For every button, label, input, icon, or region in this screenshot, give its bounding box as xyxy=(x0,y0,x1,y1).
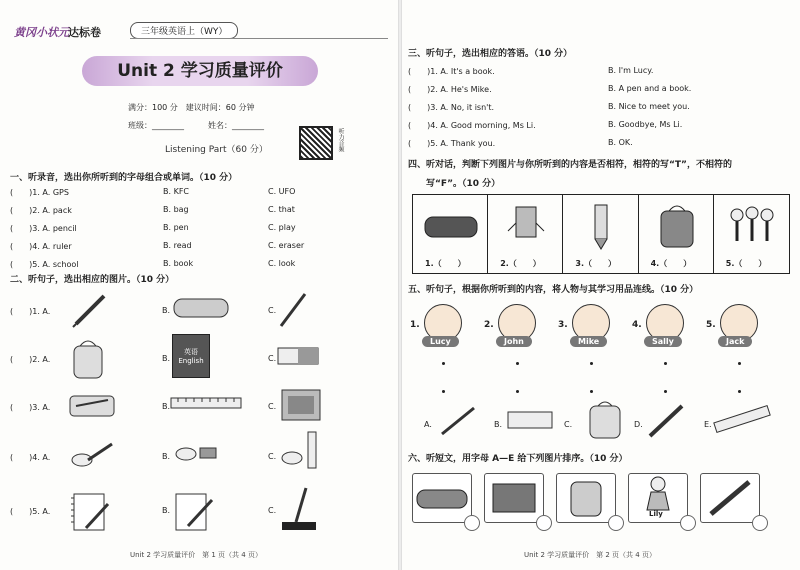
eraser-character-icon xyxy=(496,201,556,251)
s3-question-2[interactable]: ( )2. A. He's Mike. xyxy=(408,85,492,94)
children-icon xyxy=(722,201,782,251)
item-letter-4: D. xyxy=(634,420,643,429)
s6-picture-3 xyxy=(556,473,616,523)
s3-question-1[interactable]: ( )1. A. It's a book. xyxy=(408,67,495,76)
person-number-4: 4. xyxy=(632,320,642,330)
left-page xyxy=(0,0,398,570)
connect-dot-person-5[interactable] xyxy=(738,362,741,365)
connect-dot-item-2[interactable] xyxy=(516,390,519,393)
person-name-1: Lucy xyxy=(422,336,459,347)
section-2-heading: 二、听句子，选出相应的图片。（10 分） xyxy=(10,275,175,285)
s3-option-b: B. Nice to meet you. xyxy=(608,102,690,111)
s1-option-c: C. UFO xyxy=(268,187,296,196)
section-5-heading: 五、听句子，根据你所听到的内容，将人物与其学习用品连线。（10 分） xyxy=(408,285,699,295)
s3-option-b: B. A pen and a book. xyxy=(608,84,692,93)
right-page xyxy=(402,0,800,570)
s6-answer-1[interactable] xyxy=(464,515,480,531)
connect-dot-person-1[interactable] xyxy=(442,362,445,365)
pencil-icon xyxy=(646,402,686,440)
pencil-case-icon xyxy=(172,295,232,321)
pencil-case-icon xyxy=(413,474,471,522)
connect-dot-item-1[interactable] xyxy=(442,390,445,393)
pencil-case-icon xyxy=(421,201,481,251)
eraser-icon xyxy=(276,344,322,370)
pencil-box-icon xyxy=(68,388,118,422)
s1-option-b: B. book xyxy=(163,259,194,268)
item-letter-3: C. xyxy=(564,420,573,429)
connect-dot-person-2[interactable] xyxy=(516,362,519,365)
connect-dot-item-5[interactable] xyxy=(738,390,741,393)
brand-logo: 黄冈小状元 xyxy=(14,26,69,39)
connect-dot-item-3[interactable] xyxy=(590,390,593,393)
stationery-box-icon xyxy=(278,386,326,426)
section-6-heading: 六、听短文，用字母 A—E 给下列图片排序。（10 分） xyxy=(408,454,628,464)
person-name-4: Sally xyxy=(644,336,682,347)
s3-option-b: B. Goodbye, Ms Li. xyxy=(608,120,683,129)
qr-code[interactable] xyxy=(299,126,333,160)
s3-question-3[interactable]: ( )3. A. No, it isn't. xyxy=(408,103,495,112)
hand-pencil-icon xyxy=(68,440,118,470)
grade-tag: 三年级英语上（WY） xyxy=(130,22,238,39)
schoolbag-icon xyxy=(586,398,624,440)
connect-dot-person-3[interactable] xyxy=(590,362,593,365)
s6-picture-5 xyxy=(700,473,760,523)
s3-question-5[interactable]: ( )5. A. Thank you. xyxy=(408,139,496,148)
notebook-icon xyxy=(68,490,112,534)
ruler-icon xyxy=(712,404,772,438)
connect-dot-item-4[interactable] xyxy=(664,390,667,393)
s2-option-c: C. xyxy=(268,402,277,411)
person-number-1: 1. xyxy=(410,320,420,330)
s2-option-c: C. xyxy=(268,306,277,315)
book-icon xyxy=(485,474,543,522)
s1-option-b: B. pen xyxy=(163,223,189,232)
person-name-3: Mike xyxy=(570,336,607,347)
s4-cell-5[interactable] xyxy=(714,195,789,273)
paper-pen-icon xyxy=(172,490,216,534)
page-title: Unit 2 学习质量评价 xyxy=(82,56,318,86)
s4-cell-4[interactable] xyxy=(639,195,714,273)
s4-label-5: 5.（ ） xyxy=(725,259,767,268)
pencil-icon xyxy=(701,474,759,522)
s2-option-c: C. xyxy=(268,506,277,515)
s2-option-c: C. xyxy=(268,452,277,461)
schoolbag-icon xyxy=(68,336,108,380)
section-4-heading-cont: 写“F”。（10 分） xyxy=(426,179,501,189)
s4-cell-1[interactable] xyxy=(413,195,488,273)
girl-icon xyxy=(629,474,687,512)
s4-label-3: 3.（ ） xyxy=(575,259,616,268)
brand-sub: 达标卷 xyxy=(68,26,101,39)
name-field[interactable]: 姓名：________ xyxy=(208,121,264,130)
pen-icon xyxy=(438,404,478,438)
lily-label: Lily xyxy=(649,510,663,518)
score-line: 满分：100 分 建议时间：60 分钟 xyxy=(128,103,255,112)
hand-eraser-icon xyxy=(172,444,222,464)
s2-question-1[interactable]: ( )1. A. xyxy=(10,307,51,316)
s6-answer-3[interactable] xyxy=(608,515,624,531)
s1-question-4[interactable]: ( )4. A. ruler xyxy=(10,242,72,251)
s4-label-2: 2.（ ） xyxy=(500,259,541,268)
item-letter-5: E. xyxy=(704,420,712,429)
english-book-icon: 英语 English xyxy=(172,334,210,378)
pencil-icon xyxy=(70,290,110,330)
item-letter-1: A. xyxy=(424,420,432,429)
s6-answer-5[interactable] xyxy=(752,515,768,531)
s6-picture-1 xyxy=(412,473,472,523)
person-number-2: 2. xyxy=(484,320,494,330)
connect-dot-person-4[interactable] xyxy=(664,362,667,365)
s4-cell-2[interactable] xyxy=(488,195,563,273)
section-4-table xyxy=(412,194,790,274)
item-letter-2: B. xyxy=(494,420,503,429)
s2-option-b: B. xyxy=(162,402,171,411)
s2-question-5[interactable]: ( )5. A. xyxy=(10,507,51,516)
s3-question-4[interactable]: ( )4. A. Good morning, Ms Li. xyxy=(408,121,536,130)
page-footer-right: Unit 2 学习质量评价 第 2 页（共 4 页） xyxy=(524,551,656,559)
class-field[interactable]: 班级：________ xyxy=(128,121,184,130)
s1-option-b: B. read xyxy=(163,241,192,250)
s4-cell-3[interactable] xyxy=(563,195,638,273)
s2-option-b: B. xyxy=(162,354,171,363)
hand-ruler-icon xyxy=(278,430,328,470)
s2-question-2[interactable]: ( )2. A. xyxy=(10,355,51,364)
s6-picture-4 xyxy=(628,473,688,523)
person-name-2: John xyxy=(496,336,532,347)
s2-option-c: C. xyxy=(268,354,277,363)
s1-question-3[interactable]: ( )3. A. pencil xyxy=(10,224,77,233)
eraser-icon xyxy=(506,410,556,432)
s1-option-c: C. play xyxy=(268,223,296,232)
s2-question-3[interactable]: ( )3. A. xyxy=(10,403,51,412)
header-rule xyxy=(130,38,388,39)
ruler-icon xyxy=(170,396,244,412)
person-number-3: 3. xyxy=(558,320,568,330)
s1-question-1[interactable]: ( )1. A. GPS xyxy=(10,188,69,197)
page-footer-left: Unit 2 学习质量评价 第 1 页（共 4 页） xyxy=(130,551,262,559)
s6-answer-4[interactable] xyxy=(680,515,696,531)
s1-option-b: B. KFC xyxy=(163,187,190,196)
s3-option-b: B. I'm Lucy. xyxy=(608,66,654,75)
section-3-heading: 三、听句子，选出相应的答语。（10 分） xyxy=(408,49,573,59)
s4-label-4: 4.（ ） xyxy=(650,259,692,268)
s1-question-5[interactable]: ( )5. A. school xyxy=(10,260,79,269)
pen-icon xyxy=(275,290,311,330)
s2-question-4[interactable]: ( )4. A. xyxy=(10,453,51,462)
s2-option-b: B. xyxy=(162,506,171,515)
pencil-character-icon xyxy=(571,201,631,251)
section-4-heading: 四、听对话，判断下列图片与你所听到的内容是否相符，相符的写“T”，不相符的 xyxy=(408,160,732,170)
s1-option-c: C. that xyxy=(268,205,295,214)
section-1-heading: 一、听录音，选出你所听到的字母组合或单词。（10 分） xyxy=(10,173,238,183)
qr-label: 听力音频 xyxy=(337,128,344,152)
s1-option-c: C. eraser xyxy=(268,241,305,250)
s1-question-2[interactable]: ( )2. A. pack xyxy=(10,206,72,215)
person-name-5: Jack xyxy=(718,336,752,347)
person-number-5: 5. xyxy=(706,320,716,330)
s2-option-b: B. xyxy=(162,306,171,315)
schoolbag-icon xyxy=(647,201,707,251)
pen-stand-icon xyxy=(278,484,322,536)
s4-label-1: 1.（ ） xyxy=(425,259,466,268)
s1-option-c: C. look xyxy=(268,259,296,268)
schoolbag-icon xyxy=(557,474,615,522)
s1-option-b: B. bag xyxy=(163,205,189,214)
s6-picture-2 xyxy=(484,473,544,523)
s6-answer-2[interactable] xyxy=(536,515,552,531)
s3-option-b: B. OK. xyxy=(608,138,633,147)
s2-option-b: B. xyxy=(162,452,171,461)
listening-part-heading: Listening Part（60 分） xyxy=(165,145,268,155)
